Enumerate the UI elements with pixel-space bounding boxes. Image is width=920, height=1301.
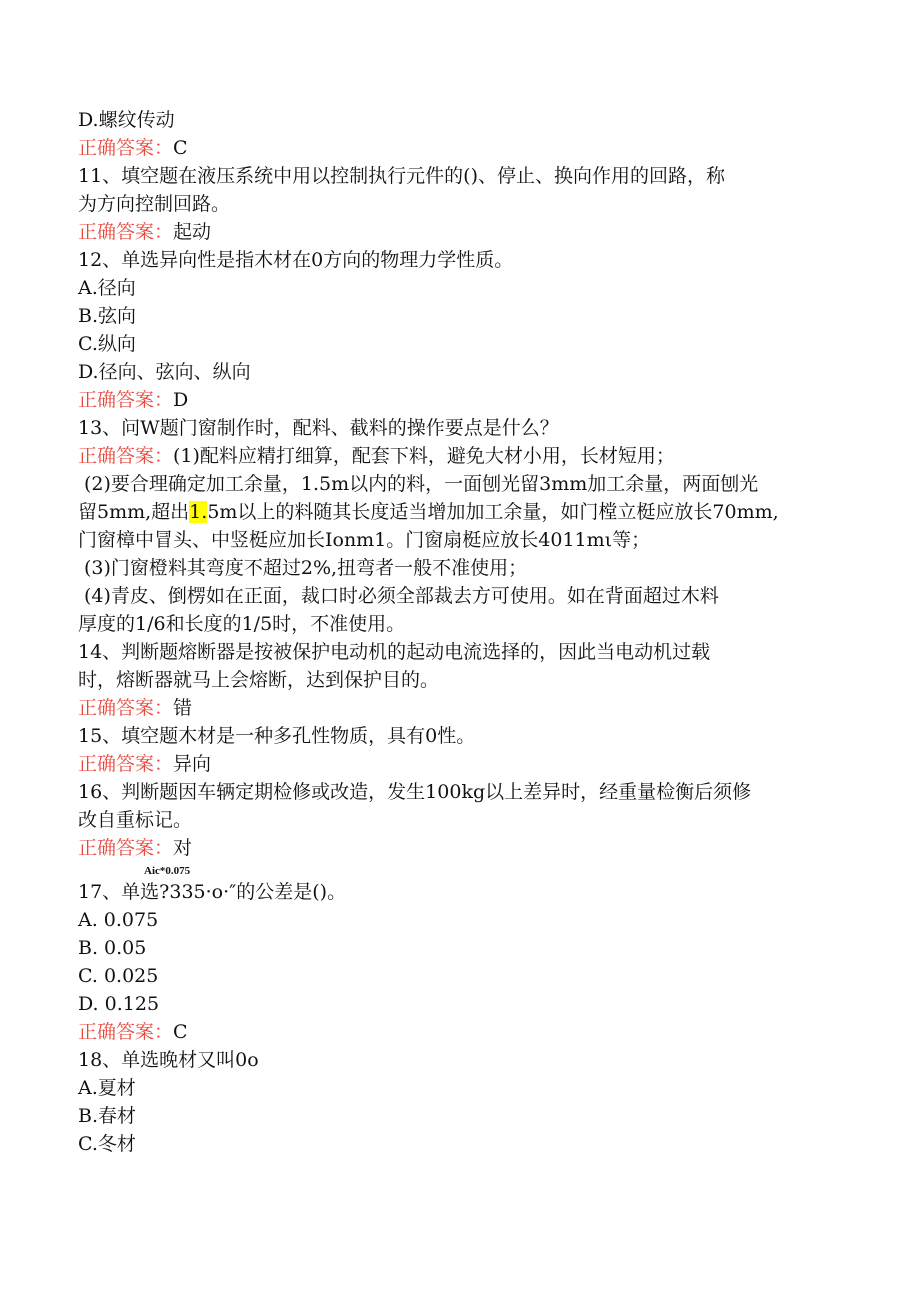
option-line: B.弦向 [78, 305, 137, 327]
answer-text-line: (2)要合理确定加工余量，1.5m以内的料，一面刨光留3mm加工余量，两面刨光 [84, 473, 759, 495]
answer-value: (1)配料应精打细算，配套下料，避免大材小用，长材短用； [173, 445, 675, 467]
answer-value: 异向 [173, 753, 212, 775]
answer-text: 留5mm,超出 [78, 501, 190, 523]
answer-value: 起动 [173, 221, 212, 243]
option-line: A.夏材 [78, 1077, 136, 1099]
answer-value: C [173, 137, 188, 159]
document-page [78, 106, 838, 1158]
question-line: 14、判断题熔断器是按被保护电动机的起动电流选择的，因此当电动机过载 [78, 641, 711, 663]
question-line: 12、单选异向性是指木材在0方向的物理力学性质。 [78, 249, 514, 271]
answer-label: 正确答案： [78, 753, 174, 775]
question-line: 时，熔断器就马上会熔断，达到保护目的。 [78, 669, 440, 691]
option-line: A.径向 [78, 277, 136, 299]
question-line: 15、填空题木材是一种多孔性物质，具有0性。 [78, 725, 476, 747]
answer-value: C [173, 1021, 188, 1043]
question-line: 16、判断题因车辆定期检修或改造，发生100kg以上差异时，经重量检衡后须修 [78, 781, 752, 803]
answer-value: 错 [173, 697, 193, 719]
answer-text: 5m以上的料随其长度适当增加加工余量，如门樘立梃应放长70mm, [207, 501, 779, 523]
option-line: A. 0.075 [78, 909, 159, 931]
answer-line [78, 834, 838, 862]
answer-line [78, 750, 838, 778]
answer-text-line: 门窗樟中冒头、中竖梃应加长Ionm1。门窗扇梃应放长4011mι等； [78, 529, 651, 551]
question-line: 为方向控制回路。 [78, 193, 231, 215]
question-line: 改自重标记。 [78, 809, 193, 831]
question-line: 18、单选晚材又叫0o [78, 1049, 259, 1071]
answer-text-line: 厚度的1/6和长度的1/5时，不准使用。 [78, 613, 406, 635]
answer-line [78, 442, 838, 470]
option-line: D. 0.125 [78, 993, 160, 1015]
answer-line [78, 386, 838, 414]
superscript-annotation: Aic*0.075 [144, 865, 191, 877]
answer-line [78, 1018, 838, 1046]
answer-line [78, 694, 838, 722]
option-line: C.冬材 [78, 1133, 136, 1155]
option-line: B. 0.05 [78, 937, 147, 959]
answer-label: 正确答案： [78, 837, 174, 859]
answer-value: 对 [173, 837, 193, 859]
question-line: 13、问W题门窗制作时，配料、截料的操作要点是什么？ [78, 417, 559, 439]
highlighted-text: 1. [189, 501, 208, 523]
option-line: C.纵向 [78, 333, 136, 355]
answer-line [78, 134, 838, 162]
answer-label: 正确答案： [78, 445, 174, 467]
answer-text-line [78, 498, 838, 526]
answer-text-line: (3)门窗橙料其弯度不超过2%,扭弯者一般不准使用； [84, 557, 528, 579]
answer-label: 正确答案： [78, 697, 174, 719]
answer-label: 正确答案： [78, 221, 174, 243]
option-line: B.春材 [78, 1105, 137, 1127]
answer-label: 正确答案： [78, 389, 174, 411]
option-line: D.螺纹传动 [78, 109, 175, 131]
answer-value: D [173, 389, 189, 411]
question-line: 17、单选?335·o·″的公差是()。 [78, 881, 347, 903]
question-line: 11、填空题在液压系统中用以控制执行元件的()、停止、换向作用的回路，称 [78, 165, 726, 187]
answer-line [78, 218, 838, 246]
answer-label: 正确答案： [78, 1021, 174, 1043]
answer-label: 正确答案： [78, 137, 174, 159]
option-line: D.径向、弦向、纵向 [78, 361, 251, 383]
option-line: C. 0.025 [78, 965, 159, 987]
answer-text-line: (4)青皮、倒楞如在正面，裁口时必须全部裁去方可使用。如在背面超过木料 [84, 585, 719, 607]
